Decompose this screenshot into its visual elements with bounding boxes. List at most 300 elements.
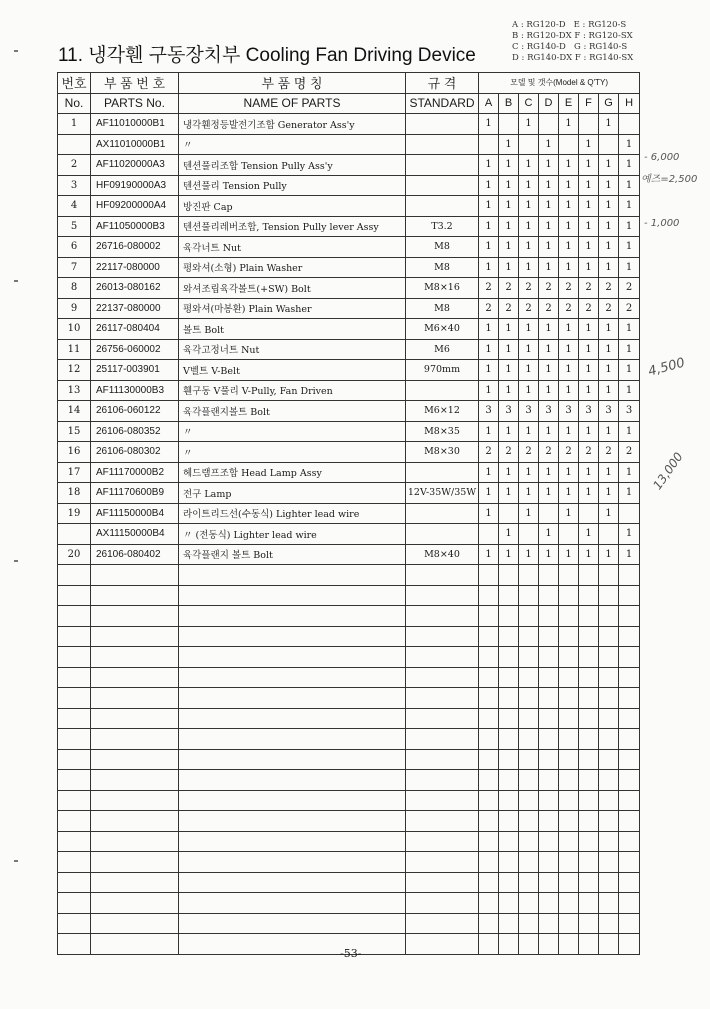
empty-cell	[599, 831, 619, 852]
part-name: 텐션풀리조합 Tension Pully Ass'y	[179, 155, 406, 176]
qty-model-b: 1	[499, 134, 519, 155]
qty-model-c	[519, 524, 539, 545]
qty-model-f: 1	[579, 462, 599, 483]
handwritten-note: 4,500	[646, 355, 687, 380]
empty-cell	[179, 667, 406, 688]
qty-model-c: 1	[519, 380, 539, 401]
empty-cell	[579, 770, 599, 791]
part-number: AF11130000B3	[91, 380, 179, 401]
empty-cell	[579, 647, 599, 668]
qty-model-d: 1	[539, 462, 559, 483]
qty-model-e: 1	[559, 237, 579, 258]
qty-model-f: 2	[579, 278, 599, 299]
empty-cell	[406, 565, 479, 586]
qty-model-e: 1	[559, 319, 579, 340]
empty-cell	[58, 688, 91, 709]
empty-cell	[499, 749, 519, 770]
qty-model-b: 1	[499, 380, 519, 401]
qty-model-g: 3	[599, 401, 619, 422]
empty-cell	[58, 729, 91, 750]
empty-cell	[479, 790, 499, 811]
row-number: 11	[58, 339, 91, 360]
empty-table-row	[58, 913, 640, 934]
qty-model-c: 1	[519, 483, 539, 504]
empty-cell	[91, 831, 179, 852]
empty-table-row	[58, 893, 640, 914]
row-number	[58, 524, 91, 545]
table-row	[58, 298, 640, 319]
empty-cell	[519, 667, 539, 688]
empty-table-row	[58, 729, 640, 750]
empty-cell	[559, 790, 579, 811]
qty-model-f: 1	[579, 360, 599, 381]
header-no-ko: 번호	[58, 73, 91, 94]
empty-cell	[619, 606, 640, 627]
empty-cell	[499, 913, 519, 934]
qty-model-g: 2	[599, 298, 619, 319]
empty-cell	[499, 893, 519, 914]
empty-cell	[479, 831, 499, 852]
empty-cell	[91, 708, 179, 729]
empty-cell	[619, 811, 640, 832]
empty-cell	[599, 913, 619, 934]
empty-cell	[599, 893, 619, 914]
qty-model-b: 1	[499, 421, 519, 442]
qty-model-h: 1	[619, 524, 640, 545]
table-row	[58, 462, 640, 483]
empty-cell	[479, 667, 499, 688]
part-standard: M8×40	[406, 544, 479, 565]
empty-cell	[499, 647, 519, 668]
qty-model-g: 1	[599, 319, 619, 340]
row-number: 12	[58, 360, 91, 381]
empty-cell	[58, 626, 91, 647]
empty-table-row	[58, 790, 640, 811]
empty-cell	[91, 770, 179, 791]
empty-cell	[479, 606, 499, 627]
row-number: 3	[58, 175, 91, 196]
empty-cell	[539, 647, 559, 668]
qty-model-h: 1	[619, 360, 640, 381]
part-number: 26117-080404	[91, 319, 179, 340]
qty-model-a: 1	[479, 503, 499, 524]
empty-cell	[91, 811, 179, 832]
qty-model-g: 1	[599, 114, 619, 135]
empty-cell	[58, 749, 91, 770]
header-model-qty: 모델 및 갯수(Model & Q'TY)	[479, 73, 640, 94]
empty-cell	[519, 811, 539, 832]
qty-model-c: 1	[519, 175, 539, 196]
qty-model-f: 1	[579, 216, 599, 237]
empty-cell	[91, 749, 179, 770]
part-number: HF09190000A3	[91, 175, 179, 196]
empty-table-row	[58, 565, 640, 586]
header-model-a: A	[479, 93, 499, 114]
empty-cell	[539, 852, 559, 873]
handwritten-note: 13,000	[650, 449, 686, 493]
part-number: 26013-080162	[91, 278, 179, 299]
qty-model-b: 1	[499, 339, 519, 360]
header-model-e: E	[559, 93, 579, 114]
qty-model-e: 1	[559, 114, 579, 135]
header-name-en: NAME OF PARTS	[179, 93, 406, 114]
qty-model-f: 1	[579, 339, 599, 360]
qty-model-b: 1	[499, 483, 519, 504]
empty-cell	[499, 790, 519, 811]
table-row	[58, 360, 640, 381]
qty-model-f: 1	[579, 524, 599, 545]
empty-cell	[58, 606, 91, 627]
empty-cell	[58, 893, 91, 914]
qty-model-c: 1	[519, 257, 539, 278]
empty-cell	[499, 831, 519, 852]
row-number: 10	[58, 319, 91, 340]
row-number: 1	[58, 114, 91, 135]
qty-model-b: 1	[499, 319, 519, 340]
empty-cell	[559, 565, 579, 586]
qty-model-e: 2	[559, 298, 579, 319]
part-standard	[406, 175, 479, 196]
empty-cell	[479, 647, 499, 668]
qty-model-g: 1	[599, 544, 619, 565]
qty-model-f: 1	[579, 421, 599, 442]
qty-model-h: 1	[619, 483, 640, 504]
empty-cell	[179, 565, 406, 586]
part-number: AF11170600B9	[91, 483, 179, 504]
header-pn-en: PARTS No.	[91, 93, 179, 114]
part-number: 26756-060002	[91, 339, 179, 360]
empty-cell	[599, 708, 619, 729]
empty-cell	[539, 667, 559, 688]
empty-cell	[619, 565, 640, 586]
empty-cell	[599, 934, 619, 955]
empty-cell	[179, 770, 406, 791]
empty-cell	[619, 647, 640, 668]
header-model-d: D	[539, 93, 559, 114]
qty-model-f	[579, 114, 599, 135]
part-name: 〃	[179, 421, 406, 442]
table-row	[58, 524, 640, 545]
qty-model-h	[619, 503, 640, 524]
qty-model-d: 1	[539, 196, 559, 217]
qty-model-c: 3	[519, 401, 539, 422]
qty-model-e: 3	[559, 401, 579, 422]
part-number: AF11150000B4	[91, 503, 179, 524]
empty-cell	[91, 934, 179, 955]
qty-model-f: 1	[579, 319, 599, 340]
empty-cell	[539, 934, 559, 955]
qty-model-e: 1	[559, 421, 579, 442]
qty-model-d: 1	[539, 134, 559, 155]
table-row	[58, 196, 640, 217]
qty-model-f: 1	[579, 175, 599, 196]
qty-model-h: 2	[619, 298, 640, 319]
empty-cell	[519, 934, 539, 955]
qty-model-d	[539, 114, 559, 135]
qty-model-d: 1	[539, 339, 559, 360]
empty-cell	[539, 708, 559, 729]
empty-cell	[519, 749, 539, 770]
empty-cell	[406, 893, 479, 914]
empty-cell	[179, 934, 406, 955]
model-legend: A : RG120-D E : RG120-S B : RG120-DX F : RG120-SX C : RG140-D G : RG140-S D : RG140-DX F : RG140-SX	[512, 20, 634, 63]
empty-cell	[499, 626, 519, 647]
qty-model-b: 2	[499, 442, 519, 463]
page-number: -53-	[340, 947, 362, 960]
empty-cell	[58, 913, 91, 934]
part-standard: M6	[406, 339, 479, 360]
qty-model-f: 1	[579, 257, 599, 278]
empty-cell	[58, 647, 91, 668]
handwritten-note: 예즈=2,500	[641, 174, 698, 185]
header-model-g: G	[599, 93, 619, 114]
part-name: 텐션풀리레버조합, Tension Pully lever Assy	[179, 216, 406, 237]
qty-model-e: 1	[559, 544, 579, 565]
empty-table-row	[58, 688, 640, 709]
part-name: 냉각휀정등발전기조합 Generator Ass'y	[179, 114, 406, 135]
qty-model-f: 2	[579, 298, 599, 319]
qty-model-a: 1	[479, 216, 499, 237]
empty-cell	[579, 811, 599, 832]
part-standard: M8	[406, 257, 479, 278]
empty-cell	[179, 585, 406, 606]
empty-cell	[599, 749, 619, 770]
empty-cell	[539, 626, 559, 647]
part-number: 22137-080000	[91, 298, 179, 319]
empty-cell	[539, 811, 559, 832]
empty-cell	[519, 893, 539, 914]
empty-cell	[479, 770, 499, 791]
header-std-en: STANDARD	[406, 93, 479, 114]
part-name: 라이트리드선(수동식) Lighter lead wire	[179, 503, 406, 524]
qty-model-a: 1	[479, 319, 499, 340]
margin-mark	[14, 560, 18, 562]
empty-cell	[179, 893, 406, 914]
empty-cell	[539, 749, 559, 770]
empty-cell	[179, 749, 406, 770]
empty-cell	[58, 565, 91, 586]
empty-cell	[619, 585, 640, 606]
qty-model-h: 1	[619, 421, 640, 442]
empty-cell	[179, 790, 406, 811]
qty-model-e: 2	[559, 442, 579, 463]
qty-model-a: 2	[479, 278, 499, 299]
empty-cell	[599, 626, 619, 647]
handwritten-note: - 1,000	[644, 218, 680, 229]
empty-cell	[519, 708, 539, 729]
table-row	[58, 401, 640, 422]
empty-cell	[619, 749, 640, 770]
qty-model-f: 1	[579, 237, 599, 258]
empty-cell	[406, 790, 479, 811]
empty-cell	[179, 688, 406, 709]
qty-model-b: 1	[499, 237, 519, 258]
empty-cell	[559, 729, 579, 750]
empty-cell	[599, 606, 619, 627]
empty-cell	[479, 626, 499, 647]
empty-cell	[91, 913, 179, 934]
empty-cell	[58, 852, 91, 873]
qty-model-b: 1	[499, 155, 519, 176]
empty-cell	[58, 708, 91, 729]
empty-table-row	[58, 811, 640, 832]
qty-model-f	[579, 503, 599, 524]
empty-cell	[559, 688, 579, 709]
table-row	[58, 257, 640, 278]
empty-cell	[406, 913, 479, 934]
row-number: 9	[58, 298, 91, 319]
row-number: 20	[58, 544, 91, 565]
qty-model-f: 1	[579, 134, 599, 155]
empty-cell	[406, 831, 479, 852]
row-number: 4	[58, 196, 91, 217]
part-standard: M8×16	[406, 278, 479, 299]
empty-cell	[406, 729, 479, 750]
qty-model-a: 1	[479, 175, 499, 196]
part-number: 26106-080402	[91, 544, 179, 565]
empty-cell	[579, 626, 599, 647]
qty-model-d: 2	[539, 442, 559, 463]
part-standard	[406, 503, 479, 524]
qty-model-b	[499, 114, 519, 135]
qty-model-c: 2	[519, 278, 539, 299]
empty-cell	[519, 606, 539, 627]
qty-model-d: 1	[539, 380, 559, 401]
table-row	[58, 339, 640, 360]
qty-model-a	[479, 524, 499, 545]
empty-cell	[479, 872, 499, 893]
empty-cell	[479, 934, 499, 955]
empty-cell	[619, 872, 640, 893]
part-number: AF11170000B2	[91, 462, 179, 483]
empty-cell	[559, 770, 579, 791]
header-model-c: C	[519, 93, 539, 114]
empty-cell	[539, 770, 559, 791]
qty-model-c: 1	[519, 360, 539, 381]
part-name: 육각너트 Nut	[179, 237, 406, 258]
qty-model-g: 1	[599, 237, 619, 258]
qty-model-d: 1	[539, 483, 559, 504]
part-standard: M8×35	[406, 421, 479, 442]
empty-cell	[58, 790, 91, 811]
empty-table-row	[58, 585, 640, 606]
part-standard	[406, 134, 479, 155]
qty-model-h: 1	[619, 257, 640, 278]
part-name: 텐션풀리 Tension Pully	[179, 175, 406, 196]
empty-cell	[579, 893, 599, 914]
empty-cell	[91, 565, 179, 586]
empty-cell	[179, 852, 406, 873]
part-standard: 12V-35W/35W	[406, 483, 479, 504]
qty-model-d: 1	[539, 237, 559, 258]
empty-cell	[559, 831, 579, 852]
qty-model-h: 2	[619, 278, 640, 299]
qty-model-b: 2	[499, 278, 519, 299]
part-number: 26106-080352	[91, 421, 179, 442]
empty-cell	[406, 708, 479, 729]
part-name: 볼트 Bolt	[179, 319, 406, 340]
empty-cell	[579, 872, 599, 893]
qty-model-c: 1	[519, 319, 539, 340]
empty-cell	[479, 749, 499, 770]
empty-cell	[91, 893, 179, 914]
empty-cell	[499, 852, 519, 873]
empty-cell	[406, 606, 479, 627]
qty-model-h: 1	[619, 134, 640, 155]
qty-model-f: 1	[579, 544, 599, 565]
qty-model-g: 1	[599, 257, 619, 278]
qty-model-a: 1	[479, 155, 499, 176]
part-number: AF11020000A3	[91, 155, 179, 176]
empty-cell	[406, 647, 479, 668]
table-row	[58, 544, 640, 565]
qty-model-g: 1	[599, 380, 619, 401]
handwritten-note: - 6,000	[644, 152, 680, 163]
qty-model-b: 2	[499, 298, 519, 319]
qty-model-d: 2	[539, 278, 559, 299]
empty-cell	[539, 790, 559, 811]
header-row-english	[58, 93, 640, 114]
row-number: 2	[58, 155, 91, 176]
empty-cell	[519, 872, 539, 893]
empty-cell	[406, 770, 479, 791]
part-standard	[406, 155, 479, 176]
empty-cell	[479, 893, 499, 914]
empty-cell	[179, 872, 406, 893]
qty-model-g: 1	[599, 503, 619, 524]
qty-model-e	[559, 134, 579, 155]
empty-cell	[58, 770, 91, 791]
empty-cell	[599, 790, 619, 811]
empty-table-row	[58, 606, 640, 627]
qty-model-e: 1	[559, 380, 579, 401]
qty-model-d: 1	[539, 155, 559, 176]
empty-cell	[579, 565, 599, 586]
empty-cell	[519, 831, 539, 852]
qty-model-e: 1	[559, 196, 579, 217]
empty-cell	[91, 852, 179, 873]
empty-cell	[519, 585, 539, 606]
qty-model-b: 1	[499, 360, 519, 381]
part-name: 전구 Lamp	[179, 483, 406, 504]
header-no-en: No.	[58, 93, 91, 114]
part-number: AF11050000B3	[91, 216, 179, 237]
empty-cell	[58, 667, 91, 688]
row-number: 13	[58, 380, 91, 401]
qty-model-h: 1	[619, 339, 640, 360]
part-number: 26106-080302	[91, 442, 179, 463]
empty-cell	[499, 667, 519, 688]
empty-cell	[619, 934, 640, 955]
part-name: 와셔조립육각볼트(+SW) Bolt	[179, 278, 406, 299]
empty-table-row	[58, 626, 640, 647]
empty-cell	[499, 770, 519, 791]
qty-model-b: 1	[499, 257, 519, 278]
qty-model-g: 1	[599, 421, 619, 442]
empty-cell	[179, 606, 406, 627]
empty-cell	[179, 647, 406, 668]
qty-model-e: 1	[559, 175, 579, 196]
header-model-b: B	[499, 93, 519, 114]
empty-cell	[499, 565, 519, 586]
empty-cell	[479, 913, 499, 934]
qty-model-e: 1	[559, 462, 579, 483]
qty-model-h: 1	[619, 237, 640, 258]
qty-model-e: 1	[559, 155, 579, 176]
qty-model-h: 1	[619, 380, 640, 401]
empty-cell	[479, 852, 499, 873]
empty-cell	[539, 872, 559, 893]
